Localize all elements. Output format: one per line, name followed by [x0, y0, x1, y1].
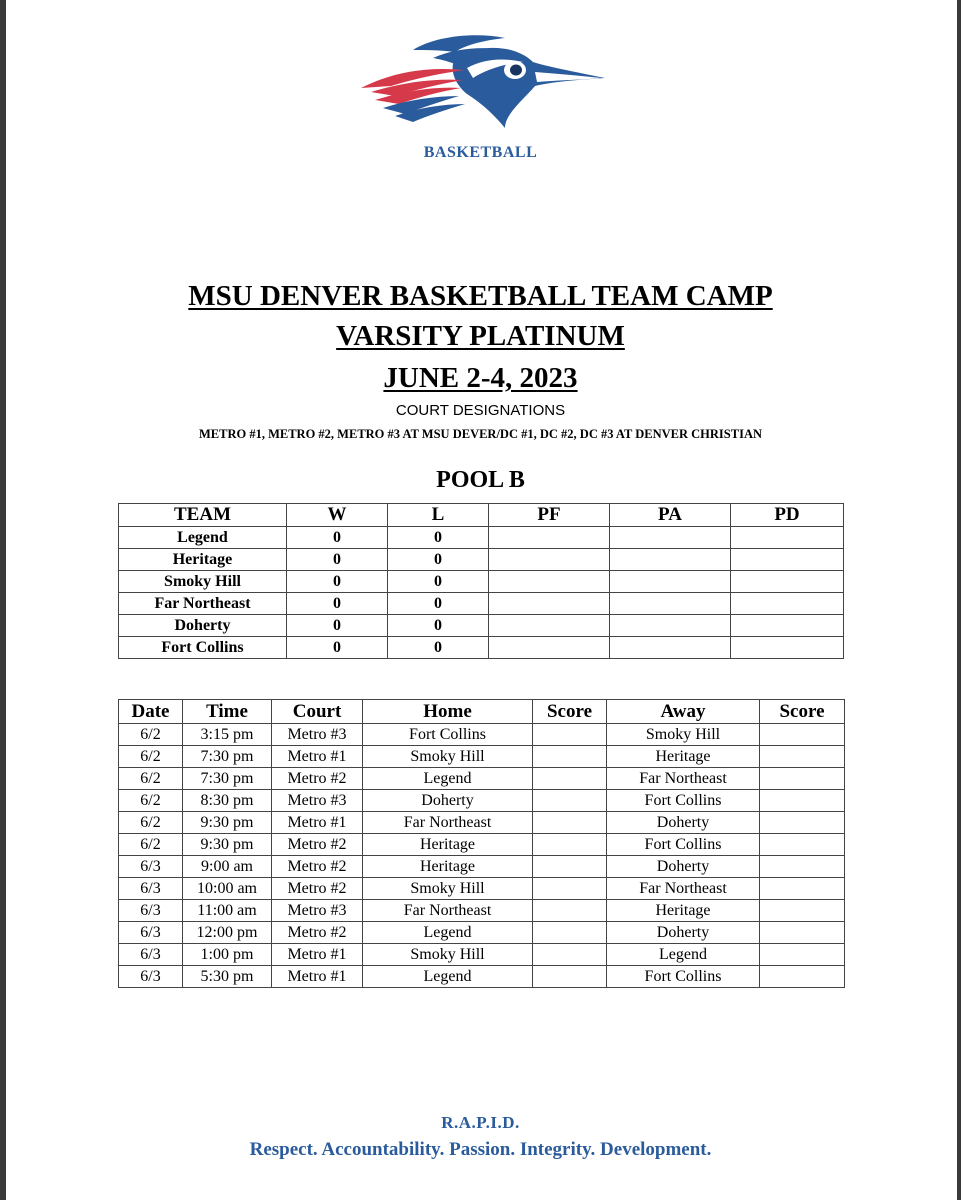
- losses-cell: 0: [388, 527, 489, 549]
- time-cell: 7:30 pm: [183, 768, 272, 790]
- header-home: Home: [363, 700, 533, 724]
- game-row: [119, 944, 845, 966]
- points-for-cell: [489, 549, 610, 571]
- date-cell: 6/3: [119, 878, 183, 900]
- away-team-cell: Far Northeast: [607, 768, 760, 790]
- court-cell: Metro #3: [272, 790, 363, 812]
- team-cell: Doherty: [119, 615, 287, 637]
- division-title: VARSITY PLATINUM: [336, 320, 625, 352]
- points-for-cell: [489, 593, 610, 615]
- standings-row: [119, 527, 844, 549]
- motto-text: Respect. Accountability. Passion. Integrity. Development.: [249, 1139, 712, 1160]
- standings-header-row: [119, 504, 844, 527]
- wins-cell: 0: [287, 615, 388, 637]
- date-cell: 6/2: [119, 790, 183, 812]
- time-cell: 11:00 am: [183, 900, 272, 922]
- game-row: [119, 724, 845, 746]
- court-cell: Metro #2: [272, 768, 363, 790]
- away-score-cell: [760, 966, 845, 988]
- motto-acronym: R.A.P.I.D.: [441, 1113, 520, 1132]
- court-designations: METRO #1, METRO #2, METRO #3 AT MSU DEVER/DC #1, DC #2, DC #3 AT DENVER CHRISTIAN: [198, 427, 762, 441]
- court-cell: Metro #1: [272, 812, 363, 834]
- date-cell: 6/3: [119, 900, 183, 922]
- header-points-against: PA: [610, 504, 731, 527]
- time-cell: 9:00 am: [183, 856, 272, 878]
- home-score-cell: [533, 856, 607, 878]
- point-diff-cell: [731, 593, 844, 615]
- court-cell: Metro #2: [272, 922, 363, 944]
- standings-body: [119, 527, 844, 659]
- away-score-cell: [760, 878, 845, 900]
- home-team-cell: Legend: [363, 966, 533, 988]
- point-diff-cell: [731, 615, 844, 637]
- points-against-cell: [610, 527, 731, 549]
- wins-cell: 0: [287, 637, 388, 659]
- home-score-cell: [533, 878, 607, 900]
- points-for-cell: [489, 527, 610, 549]
- points-against-cell: [610, 593, 731, 615]
- away-team-cell: Fort Collins: [607, 966, 760, 988]
- court-cell: Metro #2: [272, 856, 363, 878]
- wins-cell: 0: [287, 527, 388, 549]
- away-team-cell: Doherty: [607, 922, 760, 944]
- losses-cell: 0: [388, 549, 489, 571]
- date-cell: 6/3: [119, 856, 183, 878]
- game-row: [119, 878, 845, 900]
- schedule-body: [119, 724, 845, 988]
- home-team-cell: Doherty: [363, 790, 533, 812]
- point-diff-cell: [731, 571, 844, 593]
- game-row: [119, 812, 845, 834]
- header-time: Time: [183, 700, 272, 724]
- wins-cell: 0: [287, 593, 388, 615]
- game-row: [119, 746, 845, 768]
- game-row: [119, 900, 845, 922]
- point-diff-cell: [731, 527, 844, 549]
- time-cell: 10:00 am: [183, 878, 272, 900]
- header-date: Date: [119, 700, 183, 724]
- court-cell: Metro #1: [272, 944, 363, 966]
- time-cell: 5:30 pm: [183, 966, 272, 988]
- home-team-cell: Far Northeast: [363, 812, 533, 834]
- home-score-cell: [533, 724, 607, 746]
- home-team-cell: Heritage: [363, 856, 533, 878]
- away-team-cell: Smoky Hill: [607, 724, 760, 746]
- time-cell: 12:00 pm: [183, 922, 272, 944]
- losses-cell: 0: [388, 571, 489, 593]
- points-for-cell: [489, 637, 610, 659]
- away-score-cell: [760, 724, 845, 746]
- header-team: TEAM: [119, 504, 287, 527]
- home-score-cell: [533, 922, 607, 944]
- team-cell: Far Northeast: [119, 593, 287, 615]
- away-score-cell: [760, 834, 845, 856]
- point-diff-cell: [731, 549, 844, 571]
- away-score-cell: [760, 812, 845, 834]
- page-frame-left: [0, 0, 6, 1200]
- away-team-cell: Legend: [607, 944, 760, 966]
- home-team-cell: Smoky Hill: [363, 944, 533, 966]
- header-court: Court: [272, 700, 363, 724]
- header-wins: W: [287, 504, 388, 527]
- points-against-cell: [610, 637, 731, 659]
- team-cell: Heritage: [119, 549, 287, 571]
- home-team-cell: Fort Collins: [363, 724, 533, 746]
- time-cell: 3:15 pm: [183, 724, 272, 746]
- home-score-cell: [533, 812, 607, 834]
- standings-row: [119, 571, 844, 593]
- court-cell: Metro #2: [272, 834, 363, 856]
- point-diff-cell: [731, 637, 844, 659]
- team-cell: Fort Collins: [119, 637, 287, 659]
- header-points-for: PF: [489, 504, 610, 527]
- home-score-cell: [533, 944, 607, 966]
- away-team-cell: Heritage: [607, 900, 760, 922]
- away-score-cell: [760, 768, 845, 790]
- game-row: [119, 966, 845, 988]
- time-cell: 7:30 pm: [183, 746, 272, 768]
- game-row: [119, 834, 845, 856]
- losses-cell: 0: [388, 615, 489, 637]
- page-title: MSU DENVER BASKETBALL TEAM CAMP: [188, 280, 773, 312]
- team-cell: Smoky Hill: [119, 571, 287, 593]
- wins-cell: 0: [287, 571, 388, 593]
- away-team-cell: Fort Collins: [607, 834, 760, 856]
- standings-row: [119, 615, 844, 637]
- points-against-cell: [610, 615, 731, 637]
- away-team-cell: Fort Collins: [607, 790, 760, 812]
- away-score-cell: [760, 922, 845, 944]
- roadrunner-logo: [355, 28, 607, 132]
- date-cell: 6/2: [119, 834, 183, 856]
- home-score-cell: [533, 768, 607, 790]
- game-row: [119, 922, 845, 944]
- game-row: [119, 768, 845, 790]
- points-for-cell: [489, 571, 610, 593]
- home-score-cell: [533, 966, 607, 988]
- brand-label: BASKETBALL: [423, 144, 538, 161]
- date-cell: 6/3: [119, 966, 183, 988]
- game-row: [119, 790, 845, 812]
- schedule-table: [118, 699, 845, 988]
- home-team-cell: Smoky Hill: [363, 746, 533, 768]
- away-score-cell: [760, 746, 845, 768]
- standings-row: [119, 549, 844, 571]
- away-team-cell: Doherty: [607, 812, 760, 834]
- date-cell: 6/3: [119, 922, 183, 944]
- losses-cell: 0: [388, 593, 489, 615]
- date-cell: 6/2: [119, 724, 183, 746]
- court-designations-heading: COURT DESIGNATIONS: [395, 402, 566, 419]
- court-cell: Metro #2: [272, 878, 363, 900]
- header-point-diff: PD: [731, 504, 844, 527]
- header-away: Away: [607, 700, 760, 724]
- standings-table: [118, 503, 844, 659]
- time-cell: 9:30 pm: [183, 834, 272, 856]
- date-cell: 6/2: [119, 812, 183, 834]
- header-home-score: Score: [533, 700, 607, 724]
- away-score-cell: [760, 900, 845, 922]
- home-team-cell: Legend: [363, 768, 533, 790]
- home-team-cell: Heritage: [363, 834, 533, 856]
- date-cell: 6/2: [119, 746, 183, 768]
- away-score-cell: [760, 856, 845, 878]
- home-score-cell: [533, 790, 607, 812]
- points-against-cell: [610, 571, 731, 593]
- home-score-cell: [533, 746, 607, 768]
- away-score-cell: [760, 944, 845, 966]
- away-score-cell: [760, 790, 845, 812]
- away-team-cell: Far Northeast: [607, 878, 760, 900]
- date-title: JUNE 2-4, 2023: [383, 362, 578, 394]
- game-row: [119, 856, 845, 878]
- schedule-header-row: [119, 700, 845, 724]
- time-cell: 8:30 pm: [183, 790, 272, 812]
- team-cell: Legend: [119, 527, 287, 549]
- standings-row: [119, 637, 844, 659]
- pool-title: POOL B: [436, 467, 525, 493]
- home-team-cell: Far Northeast: [363, 900, 533, 922]
- court-cell: Metro #3: [272, 900, 363, 922]
- standings-row: [119, 593, 844, 615]
- time-cell: 1:00 pm: [183, 944, 272, 966]
- court-cell: Metro #3: [272, 724, 363, 746]
- court-cell: Metro #1: [272, 746, 363, 768]
- away-team-cell: Heritage: [607, 746, 760, 768]
- away-team-cell: Doherty: [607, 856, 760, 878]
- points-for-cell: [489, 615, 610, 637]
- page-frame-right: [957, 0, 961, 1200]
- wins-cell: 0: [287, 549, 388, 571]
- time-cell: 9:30 pm: [183, 812, 272, 834]
- losses-cell: 0: [388, 637, 489, 659]
- date-cell: 6/2: [119, 768, 183, 790]
- home-team-cell: Smoky Hill: [363, 878, 533, 900]
- points-against-cell: [610, 549, 731, 571]
- home-team-cell: Legend: [363, 922, 533, 944]
- home-score-cell: [533, 900, 607, 922]
- home-score-cell: [533, 834, 607, 856]
- header-away-score: Score: [760, 700, 845, 724]
- court-cell: Metro #1: [272, 966, 363, 988]
- date-cell: 6/3: [119, 944, 183, 966]
- header-losses: L: [388, 504, 489, 527]
